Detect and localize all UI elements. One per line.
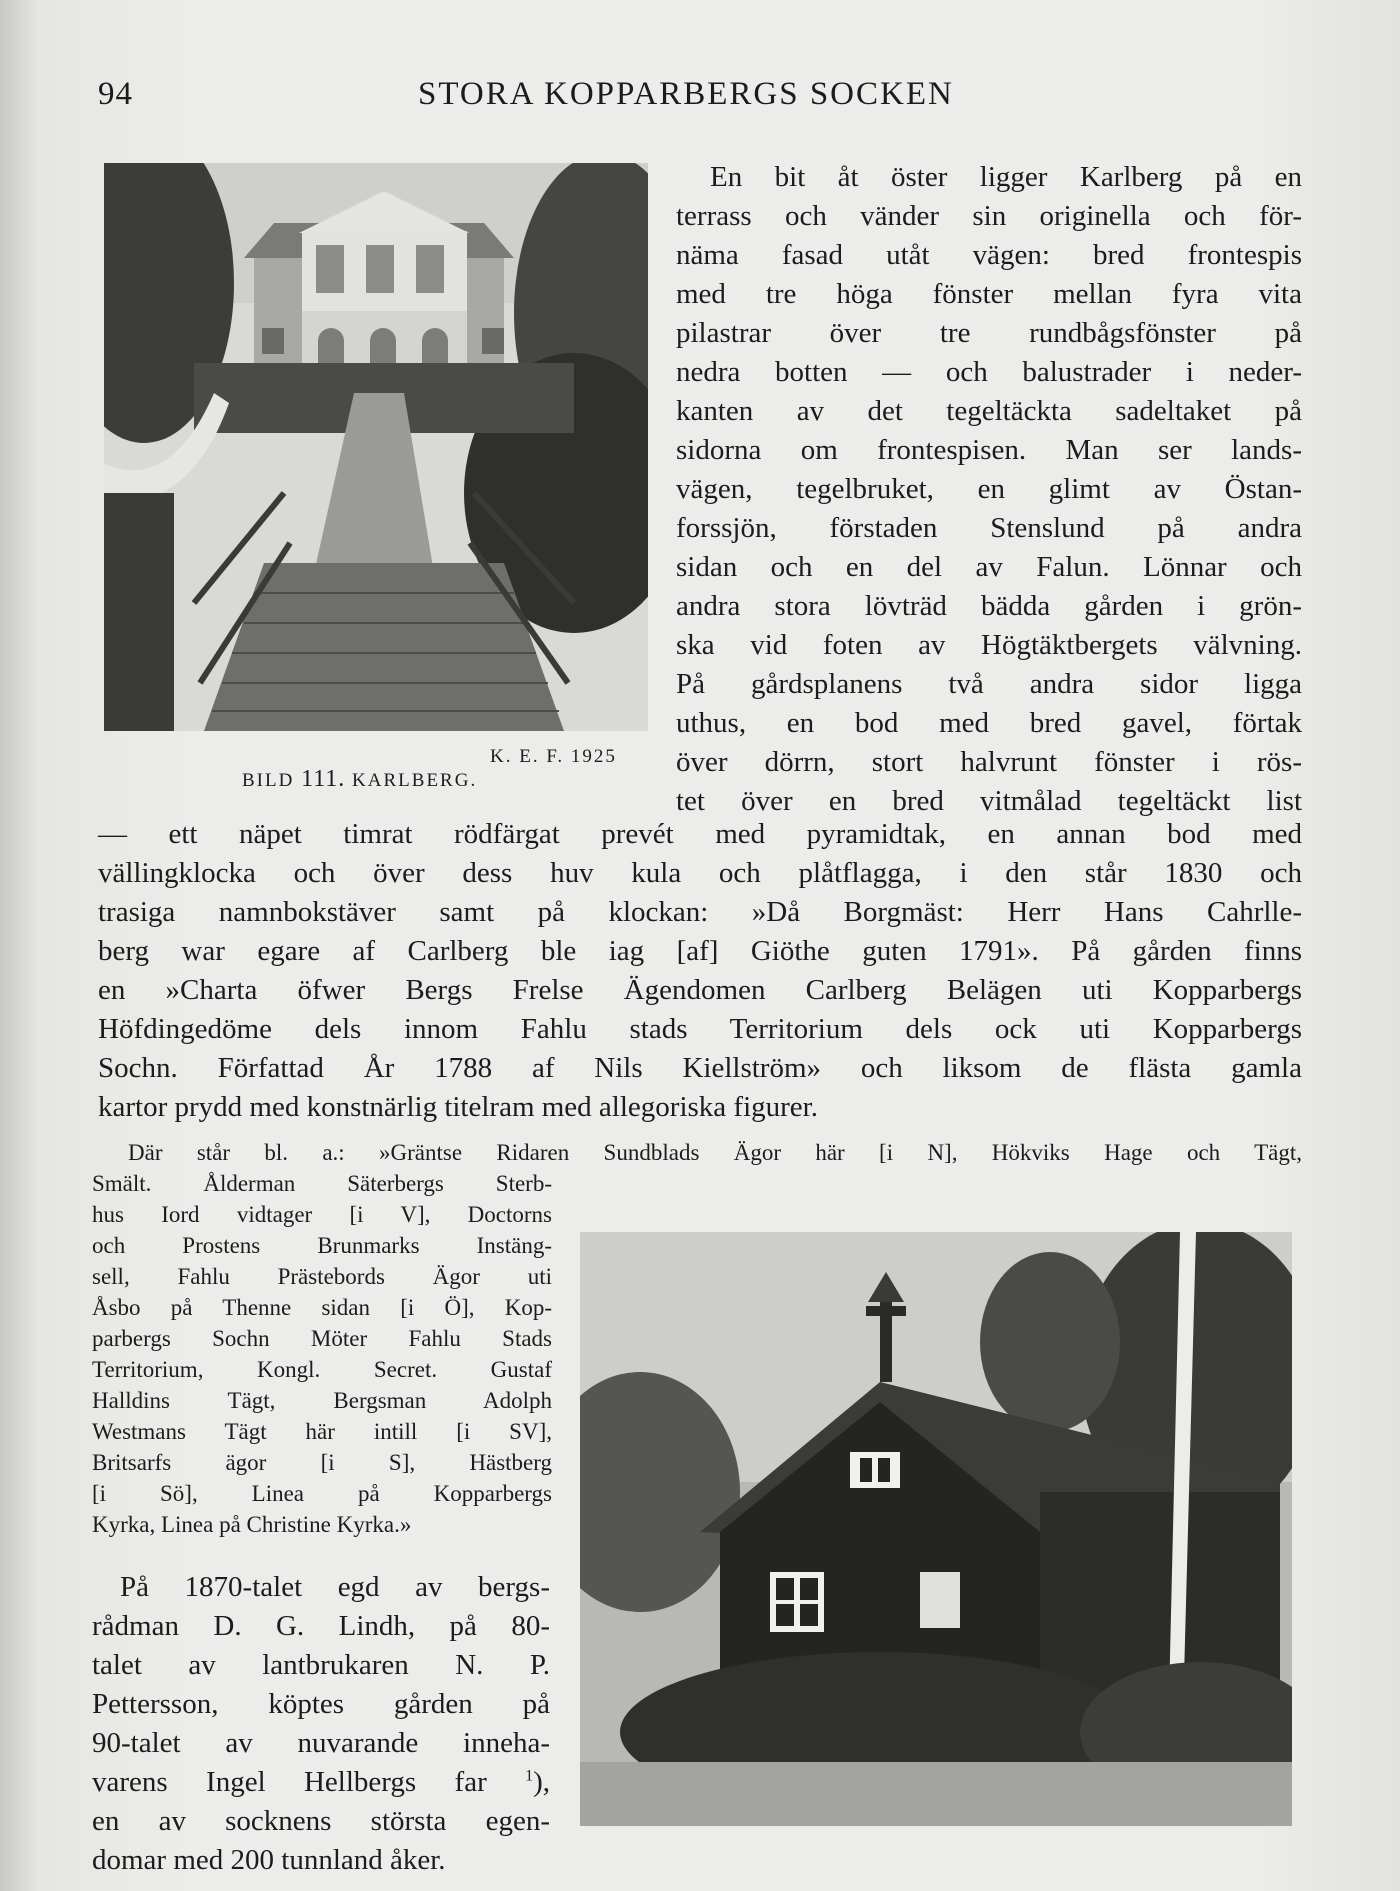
running-title: STORA KOPPARBERGS SOCKEN bbox=[418, 76, 954, 112]
text-line: En bit åt öster ligger Karlberg på en bbox=[710, 161, 1302, 193]
text-line: en »Charta öfwer Bergs Frelse Ägendomen Carlberg Belägen uti Kopparbergs bbox=[98, 974, 1302, 1006]
text-fragment: varens Ingel Hellbergs far bbox=[92, 1766, 487, 1798]
text-line: kanten av det tegeltäckta sadeltaket på bbox=[676, 395, 1302, 427]
text-line: Pettersson, köptes gården på bbox=[92, 1688, 550, 1720]
small-text-line: och Prostens Brunmarks Instäng- bbox=[92, 1233, 552, 1258]
text-line: vägen, tegelbruket, en glimt av Östan- bbox=[676, 473, 1302, 505]
text-line: nedra botten — och balustrader i neder- bbox=[676, 356, 1302, 388]
bottom-paragraph bbox=[92, 1568, 550, 1880]
caption-title: KARLBERG. bbox=[352, 770, 478, 791]
text-line: ska vid foten av Högtäktbergets välvning. bbox=[676, 629, 1302, 661]
footnote-marker: 1 bbox=[525, 1767, 534, 1785]
small-text-line: sell, Fahlu Prästebords Ägor uti bbox=[92, 1264, 552, 1289]
page-header bbox=[0, 76, 1400, 116]
small-text-line: Där står bl. a.: »Gräntse Ridaren Sundblads Ägor här [i N], Hökviks Hage och Tägt, bbox=[128, 1140, 1302, 1165]
text-line: en av socknens största egen- bbox=[92, 1805, 550, 1837]
small-text-line: parbergs Sochn Möter Fahlu Stads bbox=[92, 1326, 552, 1351]
small-text-line: Britsarfs ägor [i S], Hästberg bbox=[92, 1450, 552, 1475]
small-text-line: Åsbo på Thenne sidan [i Ö], Kop- bbox=[92, 1295, 552, 1320]
text-line: talet av lantbrukaren N. P. bbox=[92, 1649, 550, 1681]
full-width-paragraph bbox=[98, 815, 1302, 1127]
text-line: kartor prydd med konstnärlig titelram med allegoriska figurer. bbox=[98, 1091, 818, 1123]
caption-number: 111. bbox=[301, 766, 346, 792]
text-line: tet över en bred vitmålad tegeltäckt list bbox=[676, 785, 1302, 817]
photo-credit: K. E. F. 1925 bbox=[490, 746, 617, 767]
karlberg-photo bbox=[104, 163, 648, 731]
text-line: med tre höga fönster mellan fyra vita bbox=[676, 278, 1302, 310]
small-text-line: Westmans Tägt här intill [i SV], bbox=[92, 1419, 552, 1444]
text-line: sidorna om frontespisen. Man ser lands- bbox=[676, 434, 1302, 466]
small-text-line: hus Iord vidtager [i V], Doctorns bbox=[92, 1202, 552, 1227]
text-line: andra stora lövträd bädda gården i grön- bbox=[676, 590, 1302, 622]
small-text-line: [i Sö], Linea på Kopparbergs bbox=[92, 1481, 552, 1506]
figure-caption bbox=[242, 766, 477, 793]
text-line: På gårdsplanens två andra sidor ligga bbox=[676, 668, 1302, 700]
text-line: vällingklocka och över dess huv kula och plåtflagga, i den står 1830 och bbox=[98, 857, 1302, 889]
page-number: 94 bbox=[98, 76, 133, 112]
text-line: domar med 200 tunnland åker. bbox=[92, 1844, 446, 1876]
text-line: forssjön, förstaden Stenslund på andra bbox=[676, 512, 1302, 544]
text-line: 90-talet av nuvarande inneha- bbox=[92, 1727, 550, 1759]
text-line: På 1870-talet egd av bergs- bbox=[120, 1571, 550, 1603]
text-line: sidan och en del av Falun. Lönnar och bbox=[676, 551, 1302, 583]
text-line: näma fasad utåt vägen: bred frontespis bbox=[676, 239, 1302, 271]
text-line: terrass och vänder sin originella och för- bbox=[676, 200, 1302, 232]
small-print-column bbox=[92, 1168, 552, 1540]
karlberg-photo-image bbox=[104, 163, 648, 731]
small-print-wide bbox=[128, 1137, 1302, 1168]
text-line: Sochn. Författad År 1788 af Nils Kiellström» och liksom de flästa gamla bbox=[98, 1052, 1302, 1084]
text-line: pilastrar över tre rundbågsfönster på bbox=[676, 317, 1302, 349]
timber-house-photo-image bbox=[580, 1232, 1292, 1826]
text-line: över dörrn, stort halvrunt fönster i rös- bbox=[676, 746, 1302, 778]
text-line: trasiga namnbokstäver samt på klockan: »Då Borgmäst: Herr Hans Cahrlle- bbox=[98, 896, 1302, 928]
right-column-text bbox=[676, 158, 1302, 821]
text-line: uthus, en bod med bred gavel, förtak bbox=[676, 707, 1302, 739]
text-line: berg war egare af Carlberg ble iag [af] Giöthe guten 1791». På gården finns bbox=[98, 935, 1302, 967]
caption-label: BILD bbox=[242, 770, 295, 791]
small-text-line: Smält. Ålderman Säterbergs Sterb- bbox=[92, 1171, 552, 1196]
small-text-line: Territorium, Kongl. Secret. Gustaf bbox=[92, 1357, 552, 1382]
small-text-line: Kyrka, Linea på Christine Kyrka.» bbox=[92, 1512, 412, 1537]
text-line: Höfdingedöme dels innom Fahlu stads Territorium dels ock uti Kopparbergs bbox=[98, 1013, 1302, 1045]
footnote-paren: ) bbox=[533, 1766, 543, 1798]
text-line: rådman D. G. Lindh, på 80- bbox=[92, 1610, 550, 1642]
small-text-line: Halldins Tägt, Bergsman Adolph bbox=[92, 1388, 552, 1413]
text-line: — ett näpet timrat rödfärgat prevét med pyramidtak, en annan bod med bbox=[98, 818, 1302, 850]
timber-house-photo bbox=[580, 1232, 1292, 1826]
text-line-with-footnote: varens Ingel Hellbergs far $^1$), bbox=[92, 1766, 551, 1798]
